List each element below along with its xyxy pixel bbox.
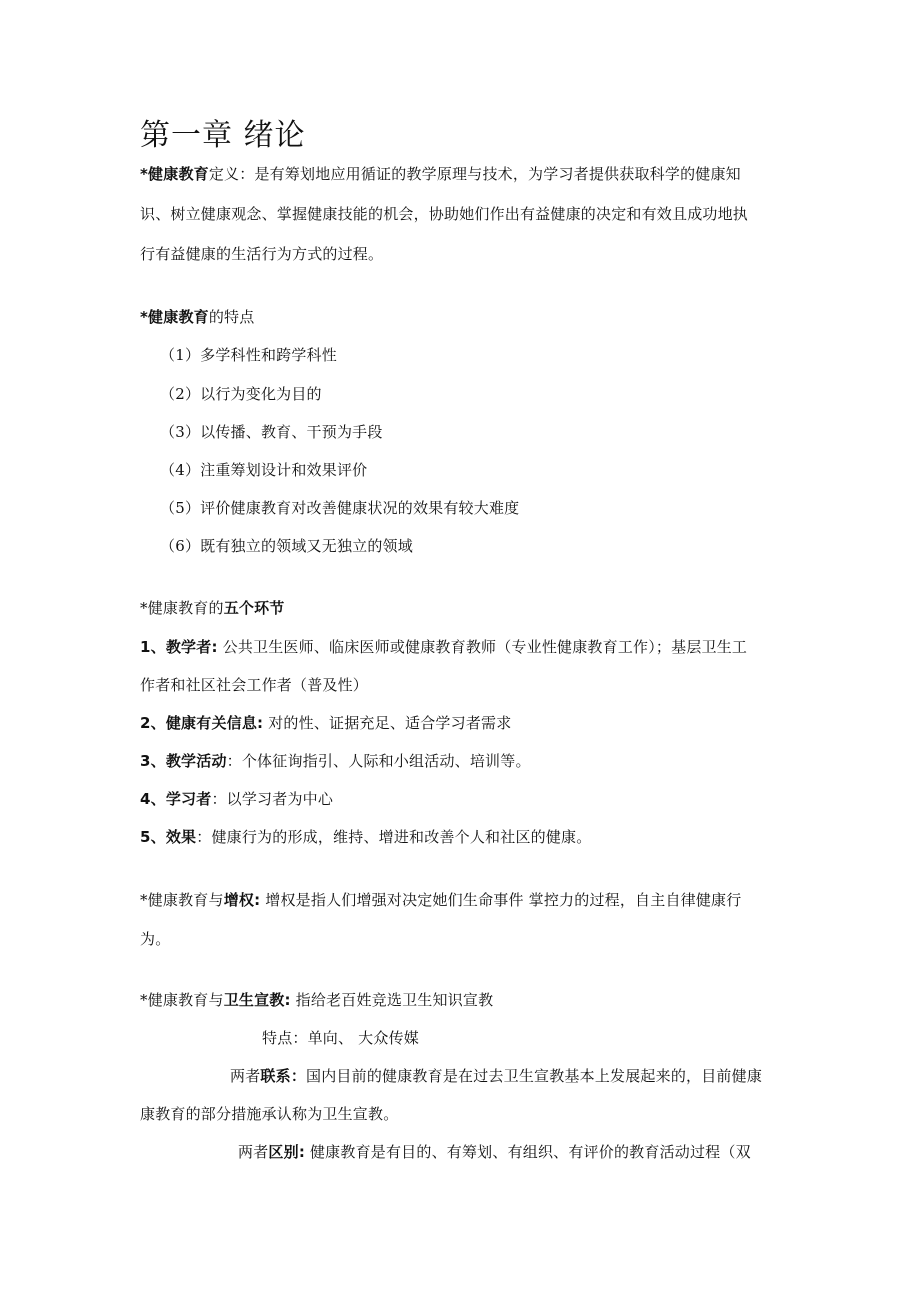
relation-term: 联系 [260, 1067, 291, 1085]
diff-sep: : [298, 1143, 306, 1161]
empowerment-plain: *健康教育与 [140, 891, 224, 909]
item-number: 4、 [140, 790, 166, 808]
item-sep: : [257, 714, 264, 732]
definition-text-1: 定义：是有筹划地应用循证的教学原理与技术，为学习者提供获取科学的健康知 [208, 165, 741, 183]
feature-item: （5）评价健康教育对改善健康状况的效果有较大难度 [160, 499, 520, 517]
five-links-item-2 [140, 713, 790, 733]
five-links-heading-plain: *健康教育的 [140, 599, 224, 617]
item-number: 2、 [140, 714, 166, 732]
item-number: 1、 [140, 638, 166, 656]
publicity-plain: *健康教育与 [140, 991, 224, 1009]
empowerment-sep: : [254, 891, 261, 909]
publicity-term: 卫生宣教 [223, 991, 285, 1009]
item-sep: : [211, 638, 218, 656]
item-term: 教学者 [165, 638, 212, 656]
empowerment-line-2: 为。 [140, 930, 171, 948]
five-links-heading-bold: 五个环节 [223, 599, 285, 617]
feature-item: （3）以传播、教育、干预为手段 [160, 423, 383, 441]
five-links-item-4 [140, 789, 790, 809]
item-text: 健康行为的形成，维持、增进和改善个人和社区的健康。 [211, 828, 592, 846]
five-links-item-1-cont: 作者和社区社会工作者（普及性） [140, 676, 369, 694]
five-links-heading [140, 598, 790, 618]
relation-text-1: 国内目前的健康教育是在过去卫生宣教基本上发展起来的，目前健康 [306, 1067, 763, 1085]
item-number: 3、 [140, 752, 166, 770]
empowerment-term: 增权 [223, 891, 255, 909]
features-star: * [140, 308, 149, 326]
item-sep: ： [196, 828, 212, 846]
item-text: 个体征询指引、人际和小组活动、培训等。 [241, 752, 531, 770]
feature-item: （4）注重筹划设计和效果评价 [160, 461, 368, 479]
publicity-relation-line-2: 康教育的部分措施承认称为卫生宣教。 [140, 1105, 399, 1123]
publicity-line-1 [140, 990, 790, 1010]
definition-line-3: 行有益健康的生活行为方式的过程。 [140, 245, 384, 263]
empowerment-text-1: 增权是指人们增强对决定她们生命事件 掌控力的过程，自主自律健康行 [260, 891, 742, 909]
feature-item: （6）既有独立的领域又无独立的领域 [160, 537, 413, 555]
item-term: 效果 [165, 828, 197, 846]
item-term: 教学活动 [165, 752, 227, 770]
diff-term: 区别 [268, 1143, 299, 1161]
five-links-item-1 [140, 637, 790, 657]
item-number: 5、 [140, 828, 166, 846]
definition-line-1 [140, 164, 790, 184]
item-term: 健康有关信息 [165, 714, 258, 732]
empowerment-line-1 [140, 890, 790, 910]
item-text: 对的性、证据充足、适合学习者需求 [263, 714, 512, 732]
publicity-diff-line-1 [238, 1142, 788, 1162]
item-term: 学习者 [165, 790, 212, 808]
relation-prefix: 两者 [230, 1067, 261, 1085]
item-sep: ： [211, 790, 227, 808]
diff-prefix: 两者 [238, 1143, 269, 1161]
features-heading [140, 307, 790, 327]
publicity-features-line: 特点：单向、 大众传媒 [262, 1029, 419, 1047]
chapter-title: 第一章 绪论 [140, 118, 306, 153]
five-links-item-3 [140, 751, 790, 771]
publicity-text-1: 指给老百姓竞选卫生知识宣教 [290, 991, 494, 1009]
definition-line-2: 识、树立健康观念、掌握健康技能的机会，协助她们作出有益健康的决定和有效且成功地执 [140, 205, 749, 223]
relation-sep: ： [290, 1067, 307, 1085]
feature-item: （2）以行为变化为目的 [160, 385, 322, 403]
item-sep: ： [226, 752, 242, 770]
publicity-relation-line-1 [230, 1066, 790, 1086]
item-text: 以学习者为中心 [226, 790, 334, 808]
feature-item: （1）多学科性和跨学科性 [160, 346, 337, 364]
definition-star: * [140, 165, 149, 183]
features-term: 健康教育 [148, 308, 209, 326]
features-heading-rest: 的特点 [208, 308, 255, 326]
five-links-item-5 [140, 827, 790, 847]
publicity-sep: : [284, 991, 291, 1009]
diff-text-1: 健康教育是有目的、有筹划、有组织、有评价的教育活动过程（双 [305, 1143, 751, 1161]
definition-term: 健康教育 [148, 165, 209, 183]
item-text: 公共卫生医师、临床医师或健康教育教师（专业性健康教育工作）；基层卫生工 [217, 638, 748, 656]
